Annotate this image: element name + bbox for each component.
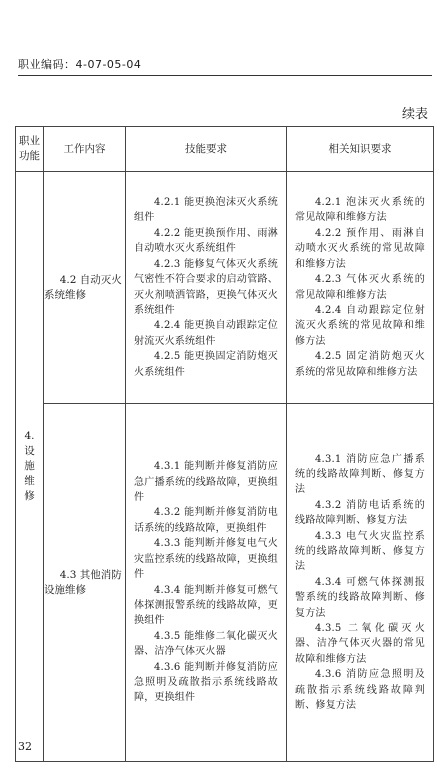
knowledge-item: 4.3.6 消防应急照明及疏散指示系统线路故障判断、修复方法 bbox=[295, 669, 425, 712]
page-number: 32 bbox=[18, 740, 32, 753]
knowledge-item: 4.3.2 消防电话系统的线路故障判断、修复方法 bbox=[295, 499, 425, 527]
skills-cell bbox=[126, 404, 287, 762]
skill-item: 4.2.4 能更换自动跟踪定位射流灭火系统组件 bbox=[134, 320, 278, 347]
knowledge-item: 4.3.1 消防应急广播系统的线路故障判断、修复方法 bbox=[295, 453, 425, 496]
skill-item: 4.3.3 能判断并修复电气火灾监控系统的线路故障，更换组件 bbox=[134, 538, 278, 581]
knowledge-cell bbox=[287, 404, 434, 762]
skills-list bbox=[126, 187, 286, 388]
task-cell: 4.3 其他消防设施维修 bbox=[44, 404, 126, 762]
table-row bbox=[16, 404, 434, 762]
skills-table bbox=[15, 126, 434, 762]
header-skill-requirements: 技能要求 bbox=[126, 127, 287, 172]
skill-item: 4.2.3 能修复气体灭火系统气密性不符合要求的启动管路、灭火剂喷洒管路，更换气体灭火系统组件 bbox=[134, 258, 278, 316]
knowledge-cell bbox=[287, 172, 434, 404]
table-row bbox=[16, 172, 434, 404]
knowledge-item: 4.2.5 固定消防炮灭火系统的常见故障和维修方法 bbox=[295, 351, 425, 378]
skill-item: 4.3.2 能判断并修复消防电话系统的线路故障，更换组件 bbox=[134, 507, 278, 534]
skill-item: 4.3.5 能维修二氧化碳灭火器、洁净气体灭火器 bbox=[134, 630, 278, 658]
skill-item: 4.2.2 能更换预作用、雨淋自动喷水灭火系统组件 bbox=[134, 227, 278, 255]
skill-item: 4.2.1 能更换泡沫灭火系统组件 bbox=[134, 197, 278, 224]
skill-item: 4.3.6 能判断并修复消防应急照明及疏散指示系统线路故障，更换组件 bbox=[134, 661, 278, 704]
knowledge-item: 4.3.3 电气火灾监控系统的线路故障判断、修复方法 bbox=[295, 530, 425, 573]
skill-item: 4.3.1 能判断并修复消防应急广播系统的线路故障，更换组件 bbox=[134, 461, 278, 504]
knowledge-item: 4.3.5 二氧化碳灭火器、洁净气体灭火器的常见故障和维修方法 bbox=[295, 623, 425, 665]
knowledge-item: 4.3.4 可燃气体探测报警系统的线路故障判断、修复方法 bbox=[295, 576, 425, 619]
header-knowledge-requirements: 相关知识要求 bbox=[287, 127, 434, 172]
skills-list bbox=[126, 451, 286, 714]
header-rule bbox=[18, 75, 432, 76]
knowledge-list bbox=[287, 444, 433, 722]
knowledge-item: 4.2.1 泡沫灭火系统的常见故障和维修方法 bbox=[295, 197, 425, 224]
knowledge-item: 4.2.2 预作用、雨淋自动喷水灭火系统的常见故障和维修方法 bbox=[295, 227, 425, 270]
knowledge-list bbox=[287, 187, 433, 388]
knowledge-item: 4.2.3 气体灭火系统的常见故障和维修方法 bbox=[295, 274, 425, 301]
table-header-row bbox=[16, 127, 434, 172]
skill-item: 4.3.4 能判断并修复可燃气体探测报警系统的线路故障，更换组件 bbox=[134, 584, 278, 627]
continued-label: 续表 bbox=[401, 107, 428, 122]
task-cell: 4.2 自动灭火系统维修 bbox=[44, 172, 126, 404]
header-work-content: 工作内容 bbox=[44, 127, 126, 172]
function-cell: 4. 设 施 维 修 bbox=[16, 172, 44, 762]
knowledge-item: 4.2.4 自动跟踪定位射流灭火系统的常见故障和维修方法 bbox=[295, 304, 425, 347]
skills-cell bbox=[126, 172, 287, 404]
header-function: 职业 功能 bbox=[16, 127, 44, 172]
occupation-code: 职业编码：4-07-05-04 bbox=[18, 58, 142, 71]
skill-item: 4.2.5 能更换固定消防炮灭火系统组件 bbox=[134, 351, 278, 378]
